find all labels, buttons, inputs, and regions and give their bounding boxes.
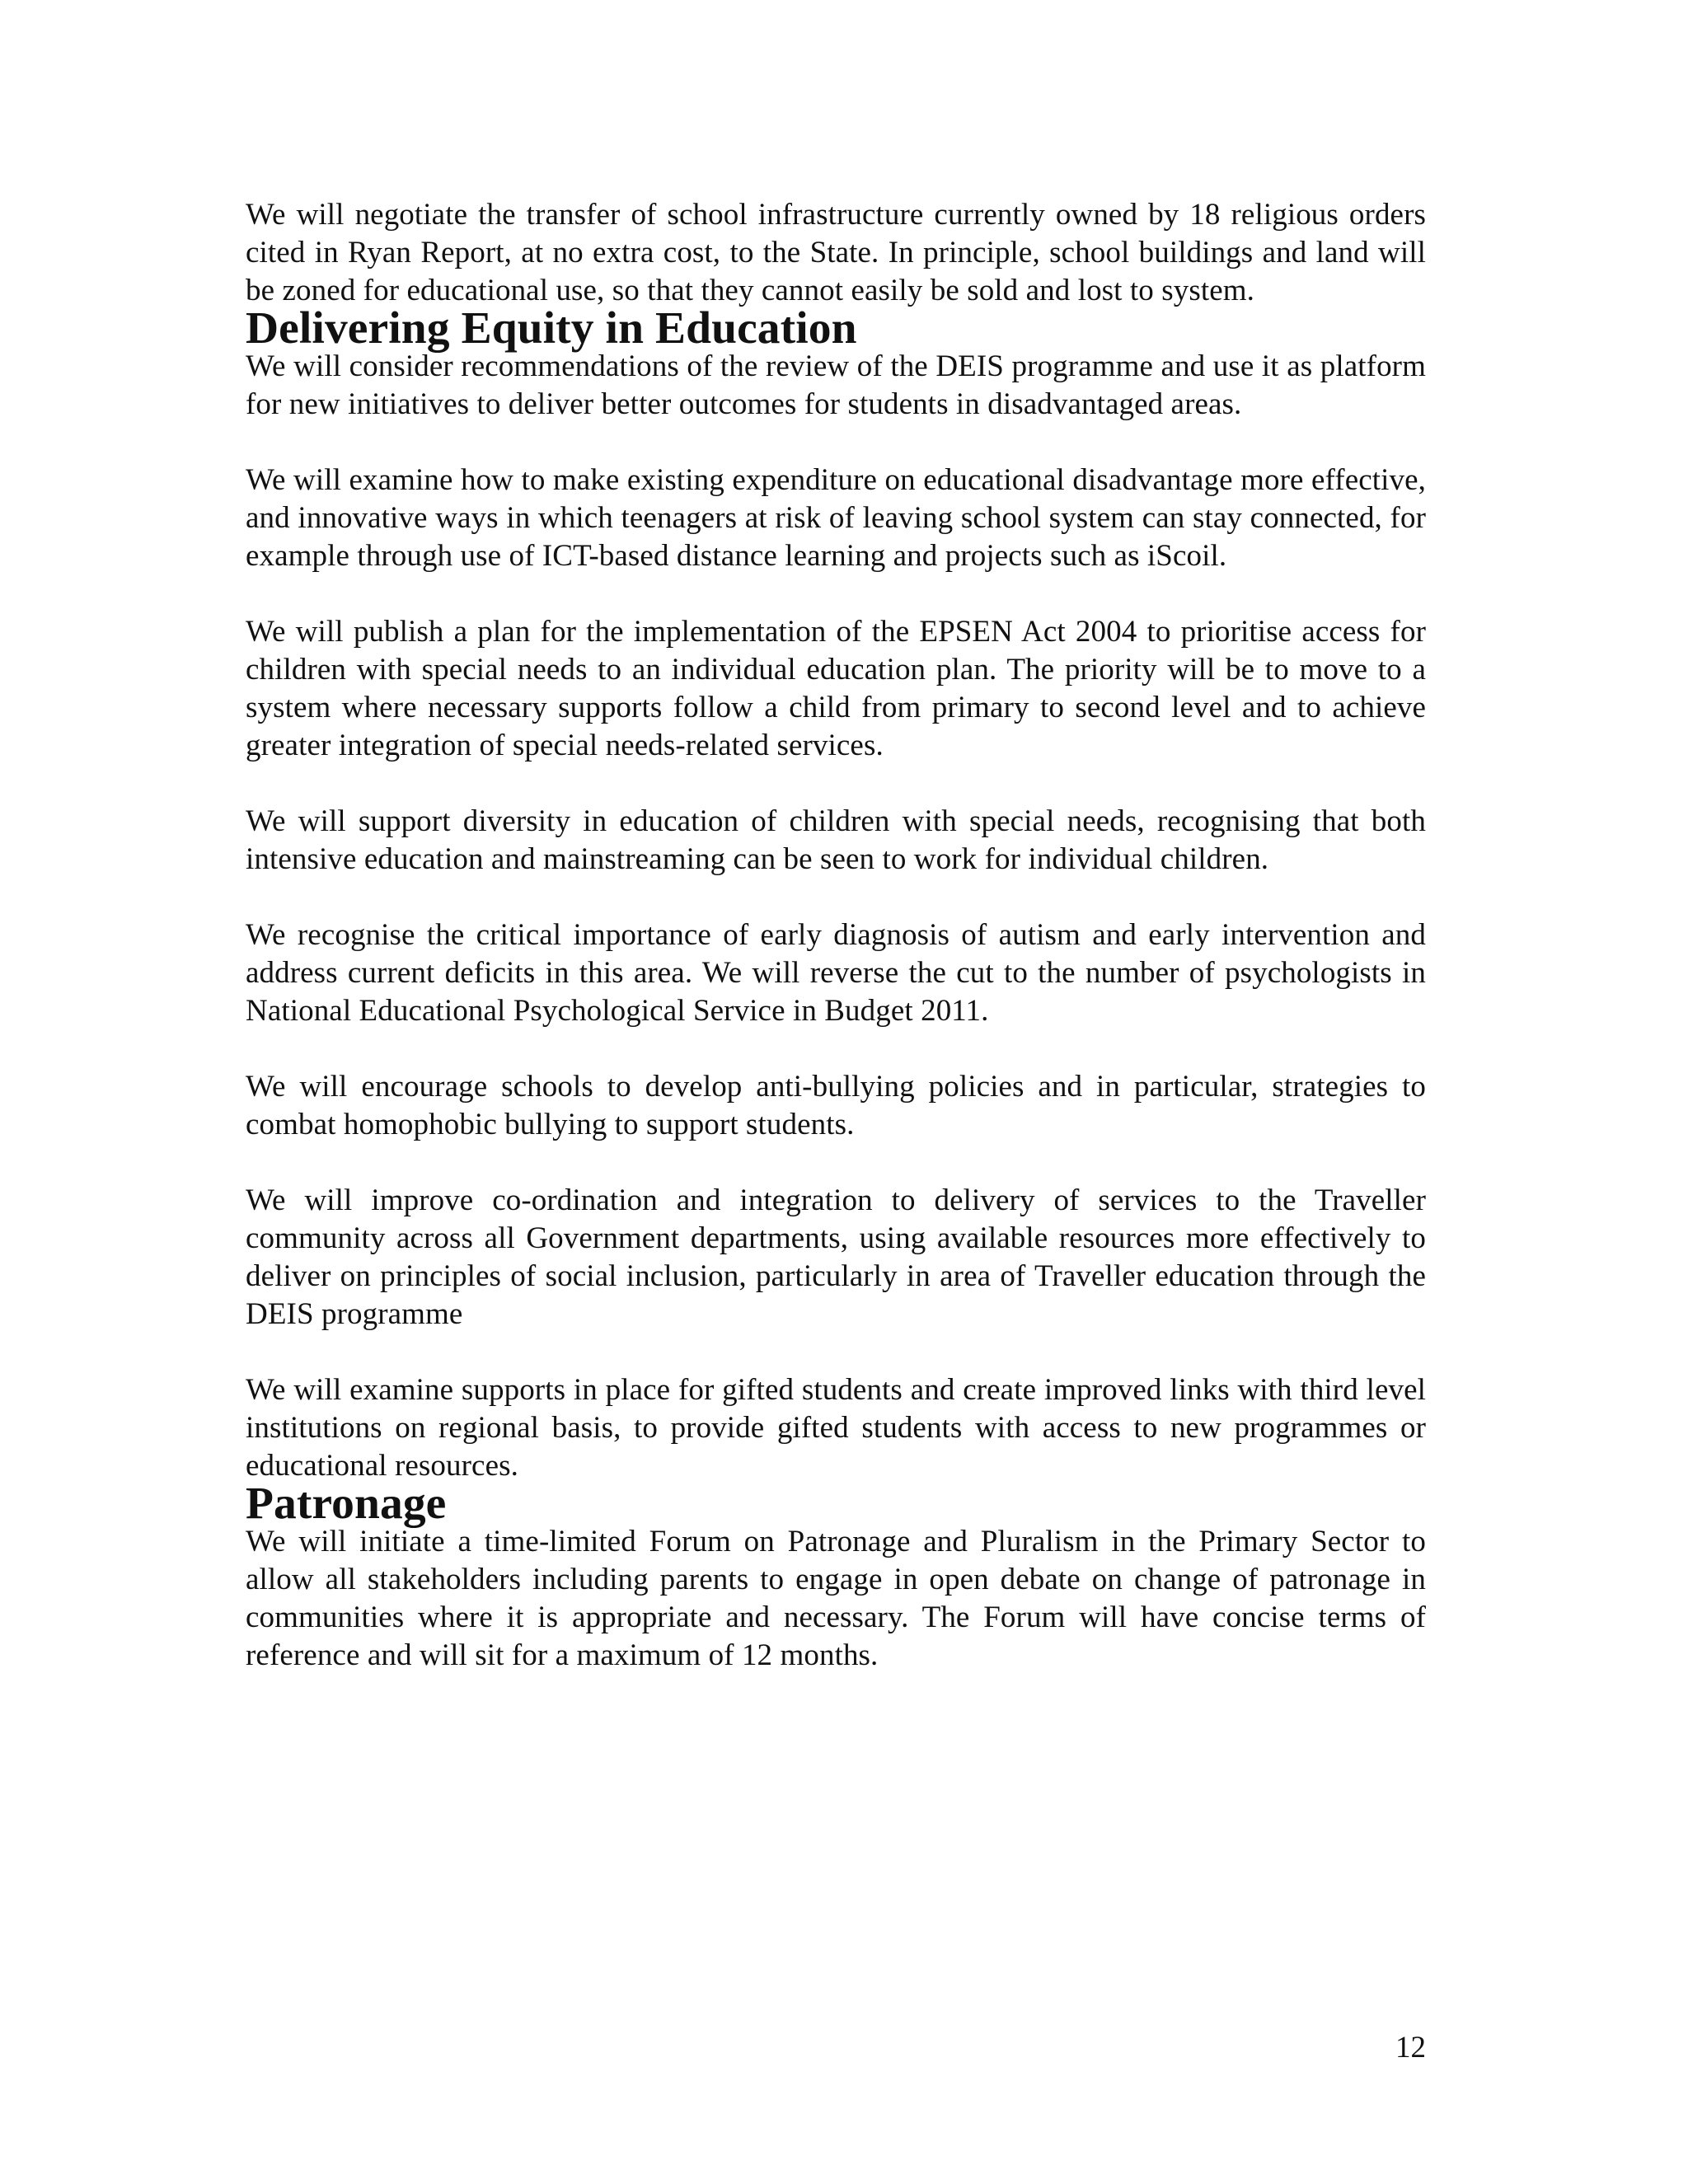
- page-number: 12: [1395, 2031, 1426, 2064]
- paragraph: We will encourage schools to develop anti-bullying policies and in particular, strategies to combat homophobic bullying to support students.: [246, 1070, 1426, 1141]
- paragraph: We will improve co-ordination and integration to delivery of services to the Traveller community across all Government departments, using available resources more effectively to deliver on principles of social inclusion, particularly in area of Traveller education through the DEIS programme: [246, 1183, 1426, 1331]
- paragraph: We will support diversity in education of children with special needs, recognising that both intensive education and mainstreaming can be seen to work for individual children.: [246, 804, 1426, 876]
- page-content: [246, 196, 1426, 1675]
- paragraph: We will examine how to make existing expenditure on educational disadvantage more effective, and innovative ways in which teenagers at risk of leaving school system can stay connected, for example through use of ICT-based distance learning and projects such as iScoil.: [246, 463, 1426, 573]
- paragraph: We will consider recommendations of the review of the DEIS programme and use it as platform for new initiatives to deliver better outcomes for students in disadvantaged areas.: [246, 349, 1426, 421]
- paragraph: We will initiate a time-limited Forum on Patronage and Pluralism in the Primary Sector to allow all stakeholders including parents to engage in open debate on change of patronage in communities where it is appropriate and necessary. The Forum will have concise terms of reference and will sit for a maximum of 12 months.: [246, 1525, 1426, 1672]
- paragraph: We recognise the critical importance of early diagnosis of autism and early intervention and address current deficits in this area. We will reverse the cut to the number of psychologists in National Educational Psychological Service in Budget 2011.: [246, 918, 1426, 1028]
- section-heading-equity: Delivering Equity in Education: [246, 303, 857, 354]
- paragraph: We will examine supports in place for gifted students and create improved links with third level institutions on regional basis, to provide gifted students with access to new programmes or educational resources.: [246, 1373, 1426, 1483]
- intro-paragraph: We will negotiate the transfer of school infrastructure currently owned by 18 religious orders cited in Ryan Report, at no extra cost, to the State. In principle, school buildings and land will be zoned for educational use, so that they cannot easily be sold and lost to system.: [246, 198, 1426, 307]
- paragraph: We will publish a plan for the implementation of the EPSEN Act 2004 to prioritise access for children with special needs to an individual education plan. The priority will be to move to a system where necessary supports follow a child from primary to second level and to achieve greater integration of special needs-related services.: [246, 615, 1426, 762]
- section-heading-patronage: Patronage: [246, 1479, 447, 1529]
